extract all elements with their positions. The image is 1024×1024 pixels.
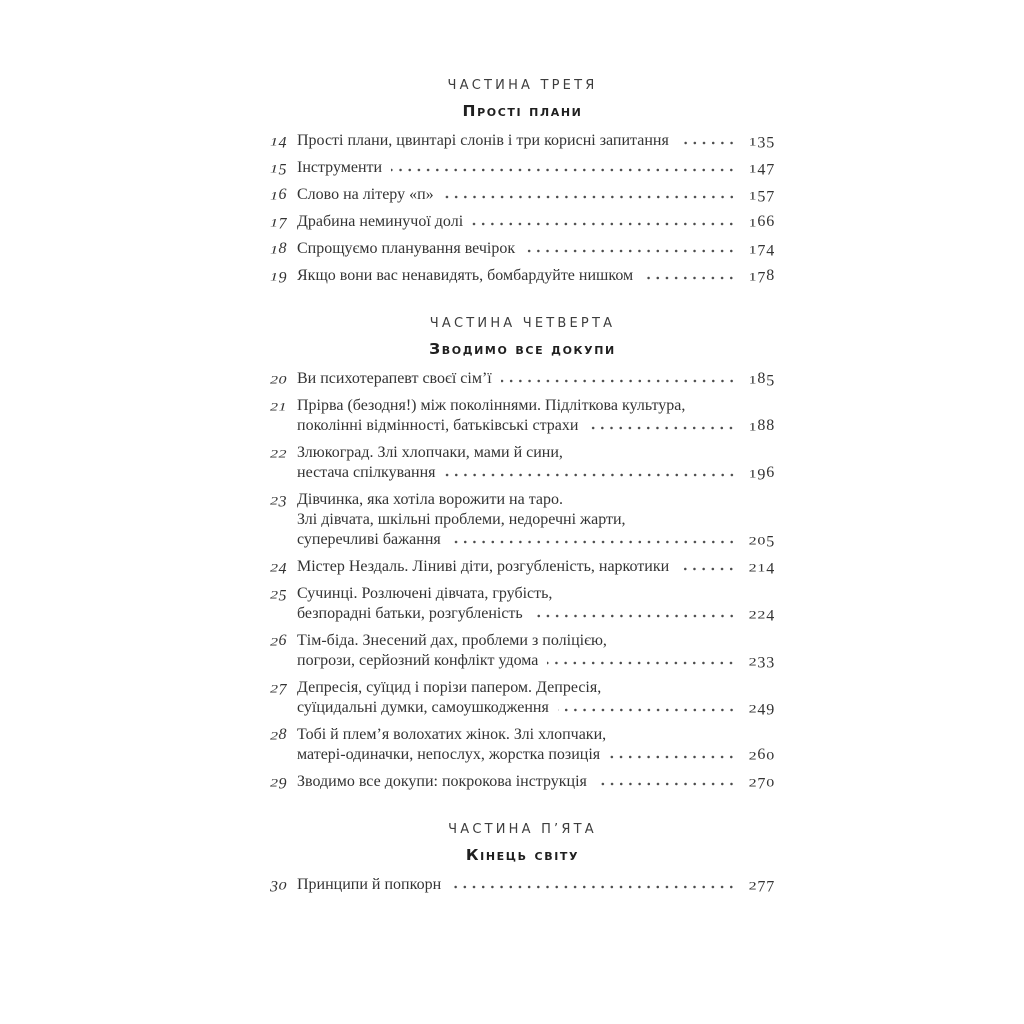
entry-last-line: [297, 239, 775, 259]
toc-section: [270, 76, 775, 286]
toc-section: [270, 820, 775, 895]
dot-leader-icon: [547, 653, 736, 665]
dot-leader-icon: [524, 241, 736, 253]
chapter-number: 25: [270, 587, 287, 605]
entry-last-line: [297, 158, 775, 178]
dot-leader-icon: [558, 700, 736, 712]
toc-entry: [270, 772, 775, 792]
page-number: 214: [748, 560, 775, 578]
page-number: 174: [748, 242, 775, 260]
entry-last-line: [297, 557, 775, 577]
entry-title: [297, 772, 775, 792]
entry-title-line: Дівчинка, яка хотіла ворожити на таро.: [297, 491, 563, 508]
toc-entry: [270, 557, 775, 577]
section-kicker: ЧАСТИНА ЧЕТВЕРТА: [429, 316, 616, 331]
entry-title: [297, 875, 775, 895]
dot-leader-icon: [678, 559, 736, 571]
entry-title-line: поколінні відмінності, батьківські страхи: [297, 417, 579, 434]
toc-entry: [270, 131, 775, 151]
dot-leader-icon: [642, 268, 736, 280]
page-number: 260: [748, 746, 775, 763]
chapter-number: 29: [270, 775, 287, 793]
entry-title: [297, 443, 775, 483]
page-number: 166: [748, 213, 775, 230]
entry-title: [297, 490, 775, 550]
entry-title: [297, 725, 775, 765]
entry-last-line: [297, 131, 775, 151]
entry-last-line: [297, 772, 775, 792]
page-number: 147: [748, 161, 775, 179]
page-number: 270: [748, 775, 775, 793]
entry-title: [297, 678, 775, 718]
entry-title-line: Інструменти: [297, 159, 383, 176]
page-number: 188: [748, 417, 775, 434]
entry-title: [297, 212, 775, 232]
entry-title-line: Слово на літеру «п»: [297, 186, 434, 203]
chapter-number: 16: [270, 186, 287, 203]
toc-entry: [270, 158, 775, 178]
entry-title-line: погрози, серйозний конфлікт удома: [297, 652, 539, 669]
entry-title: [297, 185, 775, 205]
dot-leader-icon: [445, 465, 736, 477]
dot-leader-icon: [678, 133, 736, 145]
dot-leader-icon: [532, 606, 736, 618]
dot-leader-icon: [596, 774, 736, 786]
dot-leader-icon: [609, 747, 736, 759]
entry-title: [297, 557, 775, 577]
entry-title-line: Сучинці. Розлючені дівчата, грубість,: [297, 585, 553, 602]
page-number: 277: [748, 878, 775, 896]
entry-last-line: [297, 745, 775, 765]
entry-last-line: [297, 604, 775, 624]
toc-entry: [270, 584, 775, 624]
section-entries: [270, 131, 775, 286]
page-number: 135: [748, 134, 775, 152]
page-number: 205: [748, 533, 775, 551]
chapter-number: 17: [270, 215, 287, 233]
entry-last-line: [297, 463, 775, 483]
chapter-number: 19: [270, 269, 287, 287]
entry-title: [297, 396, 775, 436]
entry-last-line: [297, 212, 775, 232]
entry-title-line: Ви психотерапевт своєї сім’ї: [297, 370, 492, 387]
entry-title-line: матері-одиначки, непослух, жорстка позиція: [297, 746, 601, 763]
entry-title: [297, 266, 775, 286]
page-number: 157: [748, 188, 775, 206]
section-entries: [270, 369, 775, 792]
toc-entry: [270, 443, 775, 483]
section-title: Кінець світу: [465, 846, 580, 864]
entry-title-line: Депресія, суїцид і порізи папером. Депресія,: [297, 679, 602, 696]
entry-title-line: Злюкоград. Злі хлопчаки, мами й сини,: [297, 444, 563, 461]
entry-title-line: суїцидальні думки, самоушкодження: [297, 699, 549, 716]
entry-title-line: безпорадні батьки, розгубленість: [297, 605, 523, 622]
entry-title-line: Принципи й попкорн: [297, 876, 442, 893]
entry-last-line: [297, 530, 775, 550]
entry-title-line: суперечливі бажання: [297, 531, 441, 548]
page-number: 249: [748, 701, 775, 719]
entry-title: [297, 131, 775, 151]
chapter-number: 15: [270, 161, 287, 179]
dot-leader-icon: [501, 371, 736, 383]
toc-section: [270, 314, 775, 792]
entry-title-line: Тім-біда. Знесений дах, проблеми з поліцією,: [297, 632, 607, 649]
dot-leader-icon: [391, 160, 736, 172]
page-number: 224: [748, 607, 775, 625]
entry-title-line: Спрощуємо планування вечірок: [297, 240, 516, 257]
toc-entry: [270, 212, 775, 232]
toc-entry: [270, 678, 775, 718]
toc-entry: [270, 266, 775, 286]
entry-title-line: Прірва (безодня!) між поколіннями. Підліткова культура,: [297, 397, 686, 414]
dot-leader-icon: [587, 418, 736, 430]
toc-entry: [270, 490, 775, 550]
toc-entry: [270, 725, 775, 765]
entry-last-line: [297, 185, 775, 205]
entry-last-line: [297, 651, 775, 671]
chapter-number: 30: [270, 878, 287, 896]
entry-title-line: Зводимо все докупи: покрокова інструкція: [297, 773, 587, 790]
section-entries: [270, 875, 775, 895]
entry-title-line: Тобі й плем’я волохатих жінок. Злі хлопчаки,: [297, 726, 607, 743]
entry-title-line: Прості плани, цвинтарі слонів і три корисні запитання: [297, 132, 669, 149]
chapter-number: 26: [270, 632, 287, 649]
page-number: 233: [748, 654, 775, 672]
entry-last-line: [297, 369, 775, 389]
toc-entry: [270, 875, 775, 895]
toc-entry: [270, 631, 775, 671]
entry-last-line: [297, 698, 775, 718]
table-of-contents: [270, 76, 775, 902]
chapter-number: 23: [270, 493, 287, 511]
toc-entry: [270, 396, 775, 436]
entry-last-line: [297, 875, 775, 895]
chapter-number: 21: [270, 400, 287, 414]
entry-title-line: нестача спілкування: [297, 464, 436, 481]
toc-entry: [270, 239, 775, 259]
chapter-number: 27: [270, 681, 287, 699]
section-kicker: ЧАСТИНА П’ЯТА: [448, 822, 597, 837]
dot-leader-icon: [450, 877, 736, 889]
entry-last-line: [297, 416, 775, 436]
entry-title: [297, 631, 775, 671]
section-kicker: ЧАСТИНА ТРЕТЯ: [447, 78, 598, 93]
entry-last-line: [297, 266, 775, 286]
entry-title: [297, 158, 775, 178]
chapter-number: 20: [270, 373, 287, 387]
page-number: 196: [748, 464, 775, 484]
chapter-number: 24: [270, 560, 287, 578]
section-title: Зводимо все докупи: [429, 340, 616, 358]
chapter-number: 14: [270, 134, 287, 152]
entry-title-line: Містер Нездаль. Ліниві діти, розгубленість, наркотики: [297, 558, 670, 575]
entry-title-line: Злі дівчата, шкільні проблеми, недоречні жарти,: [297, 511, 626, 528]
toc-entry: [270, 369, 775, 389]
dot-leader-icon: [443, 187, 736, 199]
chapter-number: 28: [270, 726, 287, 743]
dot-leader-icon: [450, 532, 736, 544]
entry-title-line: Якщо вони вас ненавидять, бомбардуйте нишком: [297, 267, 634, 284]
entry-title: [297, 239, 775, 259]
chapter-number: 22: [270, 447, 287, 461]
entry-title: [297, 369, 775, 389]
section-title: Прості плани: [462, 102, 583, 120]
page-number: 178: [748, 267, 775, 287]
toc-entry: [270, 185, 775, 205]
page-number: 185: [748, 370, 775, 390]
entry-title-line: Драбина неминучої долі: [297, 213, 464, 230]
entry-title: [297, 584, 775, 624]
chapter-number: 18: [270, 240, 287, 257]
dot-leader-icon: [472, 214, 736, 226]
